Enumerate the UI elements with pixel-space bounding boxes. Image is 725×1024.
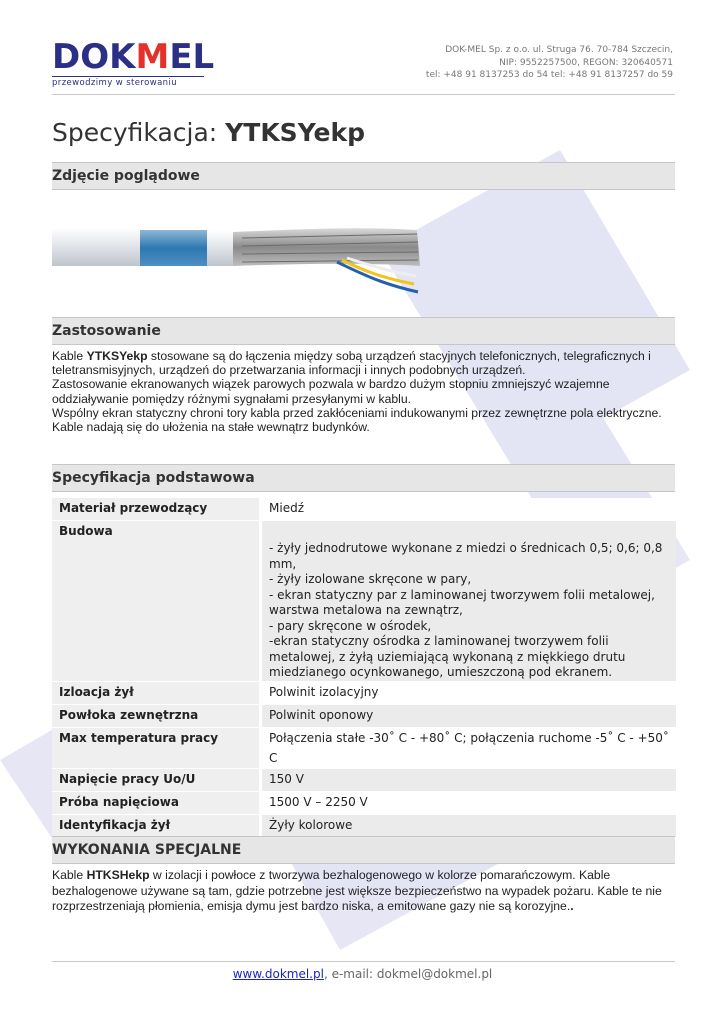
spec-table — [52, 498, 676, 838]
spec-key: Budowa — [52, 521, 261, 682]
page-title: Specyfikacja: YTKSYekp — [52, 118, 365, 147]
email-text[interactable]: dokmel@dokmel.pl — [376, 967, 493, 981]
cable-photo — [52, 218, 422, 298]
table-row — [52, 681, 676, 704]
footer-divider — [52, 961, 675, 962]
section-photo: Zdjęcie poglądowe — [52, 162, 675, 190]
spec-value: 150 V — [261, 768, 677, 791]
build-list: - żyły jednodrutowe wykonane z miedzi o średnicach 0,5; 0,6; 0,8 mm, - żyły izolowane skręcone w pary, - ekran statyczny par z laminowanej tworzywem folii metalowej, warstwa metalowa na zewnątrz, - pary skręcone w ośrodek, -ekran statyczny ośrodka z laminowanej tworzywem folii metalowej, z żyłą uziemiającą wykonaną z miękkiego drutu miedzianego ocynkowanego, umieszczoną pod ekranem. — [269, 541, 663, 679]
usage-text: Kable YTKSYekp stosowane są do łączenia między sobą urządzeń stacyjnych telefonicznych, telegraficznych i teletransmisyjnych, urządzeń do przetwarzania informacji i innych podobnych urządzeń. Zastosowanie ekranowanych wiązek parowych pozwala w bardzo dużym stopniu zmniejszyć wzajemne oddziaływanie pomiędzy różnymi sygnałami przesyłanymi w kablu. Wspólny ekran statyczny chroni tory kabla przed zakłóceniami indukowanymi przez zewnętrzne pola elektryczne. Kable nadają się do ułożenia na stałe wewnątrz budynków. — [52, 349, 662, 435]
header-divider — [52, 94, 675, 95]
table-row — [52, 704, 676, 727]
spec-value: Polwinit oponowy — [261, 704, 677, 727]
company-address: DOK-MEL Sp. z o.o. ul. Struga 76. 70-784 Szczecin, — [445, 45, 673, 55]
logo-tagline: przewodzimy w sterowaniu — [52, 76, 204, 88]
company-phones: tel: +48 91 8137253 do 54 tel: +48 91 8137257 do 59 — [425, 70, 673, 80]
table-row — [52, 768, 676, 791]
spec-value: Miedź — [261, 498, 677, 521]
spec-key: Max temperatura pracy — [52, 727, 261, 768]
spec-key: Materiał przewodzący — [52, 498, 261, 521]
spec-value: Połączenia stałe -30˚ C - +80˚ C; połączenia ruchome -5˚ C - +50˚ C — [261, 727, 677, 768]
section-special: WYKONANIA SPECJALNE — [52, 836, 675, 864]
spec-value: Żyły kolorowe — [261, 814, 677, 837]
table-row — [52, 727, 676, 768]
spec-value — [261, 521, 677, 682]
table-row — [52, 814, 676, 837]
table-row — [52, 791, 676, 814]
special-text: Kable HTKSHekp w izolacji i powłoce z tworzywa bezhalogenowego w kolorze pomarańczowym. Kable bezhalogenowe używane są tam, gdzie potrzebne jest większe bezpieczeństwo na wypadek pożaru. Kable te nie rozprzestrzeniają płomienia, emisja dymu jest bardzo niska, a emitowane gazy nie są korozyjne.. — [52, 868, 662, 913]
spec-value: Polwinit izolacyjny — [261, 681, 677, 704]
company-ids: NIP: 9552257500, REGON: 320640571 — [499, 57, 673, 68]
website-link[interactable]: www.dokmel.pl — [232, 967, 324, 981]
spec-value: 1500 V – 2250 V — [261, 791, 677, 814]
section-basic-spec: Specyfikacja podstawowa — [52, 464, 675, 492]
table-row — [52, 498, 676, 521]
company-logo: DOKMEL przewodzimy w sterowaniu — [52, 37, 215, 88]
spec-key: Identyfikacja żył — [52, 814, 261, 837]
company-info — [426, 44, 673, 82]
spec-key: Powłoka zewnętrzna — [52, 704, 261, 727]
spec-key: Napięcie pracy Uo/U — [52, 768, 261, 791]
footer: www.dokmel.pl, e-mail: dokmel@dokmel.pl — [232, 967, 493, 981]
spec-key: Próba napięciowa — [52, 791, 261, 814]
table-row — [52, 521, 676, 682]
section-usage: Zastosowanie — [52, 317, 675, 345]
spec-key: Izloacja żył — [52, 681, 261, 704]
